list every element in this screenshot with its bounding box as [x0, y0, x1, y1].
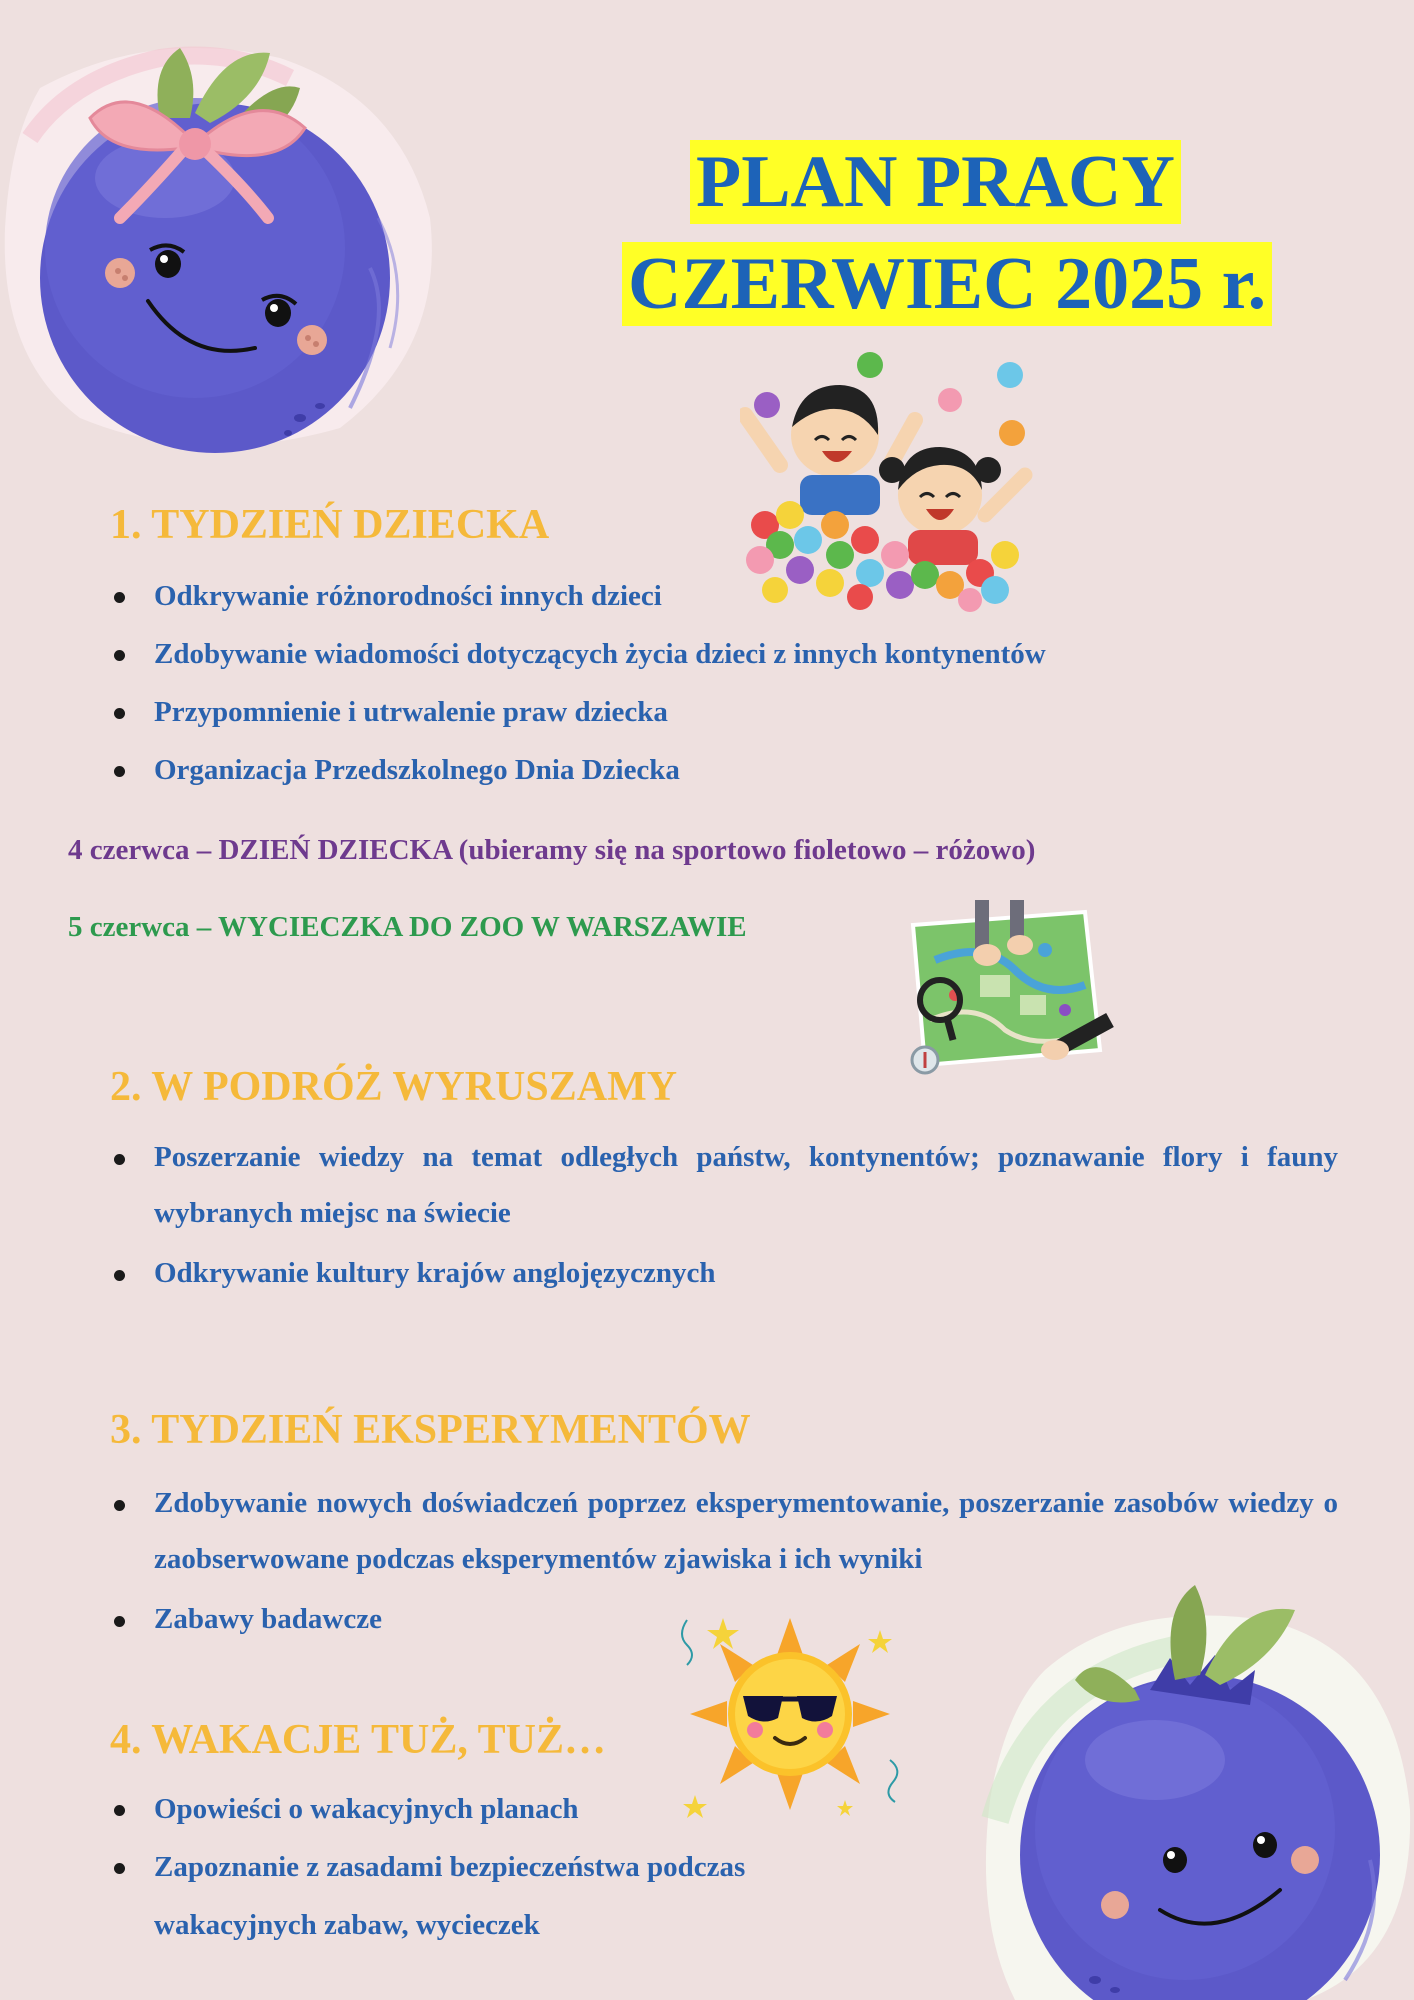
section-heading-tydzien-eksperymentow: 3. TYDZIEŃ EKSPERYMENTÓW — [110, 1407, 751, 1453]
page-title: PLAN PRACY — [690, 140, 1181, 224]
list-item-text: Odkrywanie różnorodności innych dzieci — [154, 580, 662, 612]
list-item-text: Zdobywanie wiadomości dotyczących życia dzieci z innych kontynentów — [154, 638, 1046, 670]
list-item-text: Organizacja Przedszkolnego Dnia Dziecka — [154, 754, 680, 786]
bullet-dot — [114, 1500, 125, 1511]
event-childrens-day: 4 czerwca – DZIEŃ DZIECKA (ubieramy się na sportowo fioletowo – różowo) — [68, 834, 1036, 866]
list-item-text: Zapoznanie z zasadami bezpieczeństwa podczas wakacyjnych zabaw, wycieczek — [154, 1851, 746, 1941]
section-list-tydzien-dziecka — [110, 567, 1338, 799]
list-item-text: Opowieści o wakacyjnych planach — [154, 1793, 579, 1825]
list-item — [110, 1780, 810, 1838]
bullet-dot — [114, 1805, 125, 1816]
bullet-dot — [114, 1270, 125, 1281]
map-with-magnifier-icon — [895, 900, 1115, 1080]
list-item-text: Odkrywanie kultury krajów anglojęzycznych — [154, 1257, 716, 1289]
section-heading-w-podroz: 2. W PODRÓŻ WYRUSZAMY — [110, 1064, 678, 1110]
bullet-dot — [114, 708, 125, 719]
section-list-wakacje — [110, 1780, 810, 1954]
list-item-text: Zabawy badawcze — [154, 1603, 382, 1635]
list-item — [110, 683, 1338, 741]
list-item — [110, 1245, 1338, 1301]
bullet-dot — [114, 650, 125, 661]
section-list-w-podroz — [110, 1129, 1338, 1301]
page-subtitle: CZERWIEC 2025 r. — [622, 242, 1272, 326]
list-item — [110, 567, 1338, 625]
list-item-text: Zdobywanie nowych doświadczeń poprzez eksperymentowanie, poszerzanie zasobów wiedzy o zaobserwowane podczas eksperymentów zjawiska i ich wyniki — [154, 1487, 1338, 1575]
list-item — [110, 1838, 810, 1954]
bullet-dot — [114, 1154, 125, 1165]
blueberry-with-leaves-icon — [975, 1560, 1414, 2000]
section-heading-tydzien-dziecka: 1. TYDZIEŃ DZIECKA — [110, 502, 550, 548]
blueberry-with-bow-icon — [0, 18, 450, 458]
list-item — [110, 625, 1338, 683]
list-item — [110, 1129, 1338, 1241]
list-item — [110, 741, 1338, 799]
bullet-dot — [114, 766, 125, 777]
list-item-text: Przypomnienie i utrwalenie praw dziecka — [154, 696, 668, 728]
bullet-dot — [114, 592, 125, 603]
bullet-dot — [114, 1863, 125, 1874]
list-item-text: Poszerzanie wiedzy na temat odległych państw, kontynentów; poznawanie flory i fauny wybranych miejsc na świecie — [154, 1141, 1338, 1229]
section-heading-wakacje: 4. WAKACJE TUŻ, TUŻ… — [110, 1717, 606, 1763]
bullet-dot — [114, 1616, 125, 1627]
event-zoo-trip: 5 czerwca – WYCIECZKA DO ZOO W WARSZAWIE — [68, 911, 747, 943]
